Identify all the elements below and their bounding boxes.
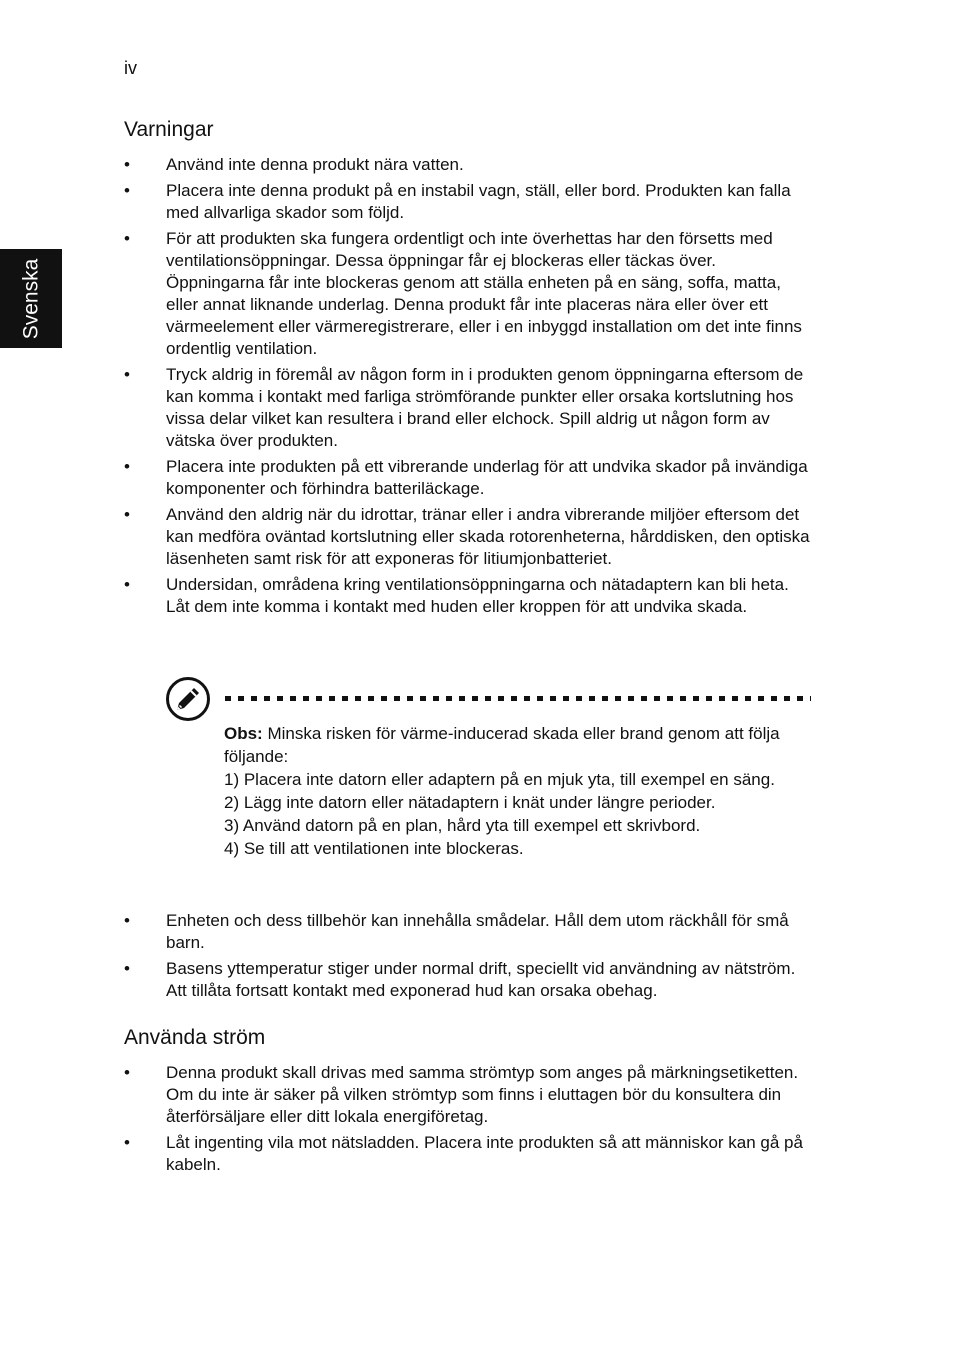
note-line: 1) Placera inte datorn eller adaptern på en mjuk yta, till exempel en säng. [224, 770, 775, 789]
list-item: • Undersidan, områdena kring ventilationsöppningarna och nätadaptern kan bli heta. Låt dem inte komma i kontakt med huden eller kroppen för att undvika skada. [124, 575, 789, 616]
bullet: • [124, 155, 130, 174]
bullet: • [124, 911, 130, 930]
language-tab [0, 249, 62, 348]
language-tab-label: Svenska [19, 258, 43, 339]
list-item: • För att produkten ska fungera ordentligt och inte överhettas har den försetts med ventilationsöppningar. Dessa öppningar får ej blockeras eller täckas över. Öppningarna får inte blockeras genom att ställa enheten på en säng, soffa, matta, eller annat liknande underlag. Denna produkt får inte placeras nära eller över ett värmeelement eller värmeregistrerare, eller i en inbyggd installation om det inte finns ordentlig ventilation. [124, 229, 802, 358]
note-line: 2) Lägg inte datorn eller nätadaptern i knät under längre perioder. [224, 793, 716, 812]
list-item: • Tryck aldrig in föremål av någon form in i produkten genom öppningarna eftersom de kan komma i kontakt med farliga strömförande punkter eller orsaka kortslutning hos vissa delar vilket kan resultera i brand eller elchock. Spill aldrig ut någon form av vätska över produkten. [124, 365, 804, 450]
note-line: 3) Använd datorn på en plan, hård yta till exempel ett skrivbord. [224, 816, 701, 835]
list-item: • Placera inte produkten på ett vibrerande underlag för att undvika skador på invändiga komponenter och förhindra batteriläckage. [124, 457, 808, 498]
list-item: • Denna produkt skall drivas med samma strömtyp som anges på märkningsetiketten. Om du inte är säker på vilken strömtyp som finns i eluttagen bör du konsultera din återförsäljare eller ditt lokala energiföretag. [124, 1063, 799, 1126]
bullet: • [124, 1133, 130, 1152]
section-title-power: Använda ström [124, 1026, 266, 1049]
power-list [124, 1062, 814, 1180]
bullet: • [124, 365, 130, 384]
section-title-warnings: Varningar [124, 118, 214, 141]
note-divider [225, 696, 811, 701]
page-number: iv [124, 58, 137, 78]
bullet: • [124, 959, 130, 978]
bullet: • [124, 457, 130, 476]
bullet: • [124, 181, 130, 200]
note-line: 4) Se till att ventilationen inte blockeras. [224, 839, 524, 858]
warnings-list-continued [124, 910, 814, 1006]
bullet: • [124, 229, 130, 248]
list-item: • Använd den aldrig när du idrottar, tränar eller i andra vibrerande miljöer eftersom det kan medföra oväntad kortslutning eller skada rotorenheterna, hårddisken, den optiska läsenheten samt risk för att exponeras för litiumjonbatteriet. [124, 505, 810, 568]
list-item: • Placera inte denna produkt på en instabil vagn, ställ, eller bord. Produkten kan falla med allvarliga skador som följd. [124, 181, 791, 222]
bullet: • [124, 575, 130, 594]
list-item: • Låt ingenting vila mot nätsladden. Placera inte produkten så att människor kan gå på kabeln. [124, 1133, 803, 1174]
bullet: • [124, 1063, 130, 1082]
note-body [224, 722, 814, 860]
note-pencil-icon [165, 676, 211, 722]
note-intro: Obs: Minska risken för värme-inducerad skada eller brand genom att följa följande: [224, 724, 780, 766]
list-item: • Enheten och dess tillbehör kan innehålla smådelar. Håll dem utom räckhåll för små barn. [124, 911, 789, 952]
list-item: • Använd inte denna produkt nära vatten. [124, 155, 464, 174]
list-item: • Basens yttemperatur stiger under normal drift, speciellt vid användning av nätström. Att tillåta fortsatt kontakt med exponerad hud kan orsaka obehag. [124, 959, 796, 1000]
warnings-list [124, 154, 814, 622]
bullet: • [124, 505, 130, 524]
note-label: Obs: [224, 724, 263, 743]
